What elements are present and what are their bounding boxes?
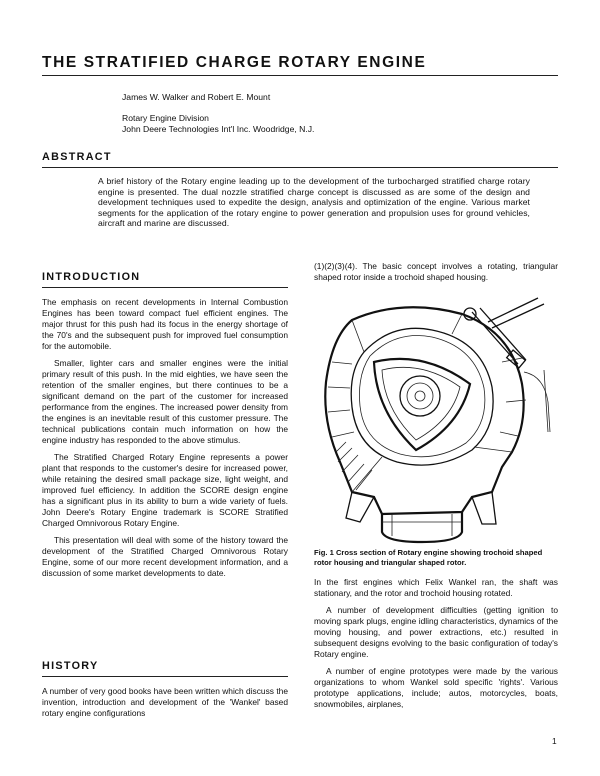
figure-1-caption: Fig. 1 Cross section of Rotary engine showing trochoid shaped rotor housing and triangular shaped rotor. [314, 548, 543, 567]
title-rule [42, 75, 558, 76]
outlet-port [382, 512, 462, 542]
page-number: 1 [552, 736, 557, 746]
authors: James W. Walker and Robert E. Mount [122, 92, 271, 102]
paper-title: THE STRATIFIED CHARGE ROTARY ENGINE [42, 54, 427, 71]
intro-paragraph-4: This presentation will deal with some of the history toward the development of the Stratified Charged Omnivorous Rotary Engine, some of our more recent development information, and a discussion of some market developments to date. [42, 535, 288, 578]
history-rule [42, 676, 288, 677]
affiliation-company: John Deere Technologies Int'l Inc. Woodridge, N.J. [122, 124, 315, 134]
trochoid-housing [351, 328, 493, 465]
intro-paragraph-2: Smaller, lighter cars and smaller engines were the initial primary result of this push. In the mid eighties, we have seen the retention of the smaller engines, but there continues to be a significant demand on the part of the customer for increased performance from the engines. The increased power density from the engines is an inevitable result of this customer pressure. The technical publications contain much information on how the engine industry has responded to the above stimulus. [42, 358, 288, 445]
engine-housing [325, 307, 523, 514]
history-heading: HISTORY [42, 660, 99, 672]
intro-paragraph-3: The Stratified Charged Rotary Engine represents a power plant that responds to the customer's desire for increased power, while retaining the desired small package size, light weight, and improved fuel efficiency. In addition the SCORE design engine has a significant plus in its ability to burn a wide variety of fuels. John Deere's Rotary Engine trademark is SCORE Stratified Charged Omnivorous Rotary Engine. [42, 452, 288, 528]
abstract-heading: ABSTRACT [42, 151, 112, 163]
introduction-rule [42, 287, 288, 288]
eccentric-shaft [400, 376, 440, 416]
right-paragraph-2: A number of development difficulties (getting ignition to moving spark plugs, engine idling characteristics, dynamics of the moving housing, and power extractions, etc.) resulted in subsequent designs evolving to the basic configuration of today's Rotary engine. [314, 605, 558, 659]
affiliation-division: Rotary Engine Division [122, 113, 209, 123]
right-column-continuation [314, 261, 558, 289]
abstract-text: A brief history of the Rotary engine leading up to the development of the turbocharged stratified charge rotary engine is presented. The dual nozzle stratified charge concept is discussed as are some of the design and development techniques used to expedite the design, analysis and optimization of the engine. Various market segments for the application of the rotary engine to power generation and propulsion uses for ground vehicles, aircraft and marine are discussed. [98, 176, 530, 228]
history-body [42, 686, 288, 725]
introduction-heading: INTRODUCTION [42, 271, 141, 283]
intro-paragraph-1: The emphasis on recent developments in Internal Combustion Engines has been toward compact fuel efficient engines. The major thrust for this push had its focus in the energy shortage of the 70's and the subsequent push for improved fuel consumption for the automobile. [42, 297, 288, 351]
history-continuation: (1)(2)(3)(4). The basic concept involves a rotating, triangular shaped rotor inside a trochoid shaped housing. [314, 261, 558, 282]
figure-1-rotary-engine-cross-section [312, 292, 558, 544]
right-paragraph-1: In the first engines which Felix Wankel ran, the shaft was stationary, and the rotor and trochoid housing rotated. [314, 577, 558, 598]
introduction-body [42, 297, 288, 585]
right-column-body [314, 577, 558, 716]
right-paragraph-3: A number of engine prototypes were made by the various organizations to whom Wankel sold specific 'rights'. Various prototype applications, include; autos, motorcycles, boats, snowmobiles, airplanes, [314, 666, 558, 709]
abstract-rule [42, 167, 558, 168]
history-paragraph-1: A number of very good books have been written which discuss the invention, introduction and development of the 'Wankel' based rotary engine configurations [42, 686, 288, 718]
